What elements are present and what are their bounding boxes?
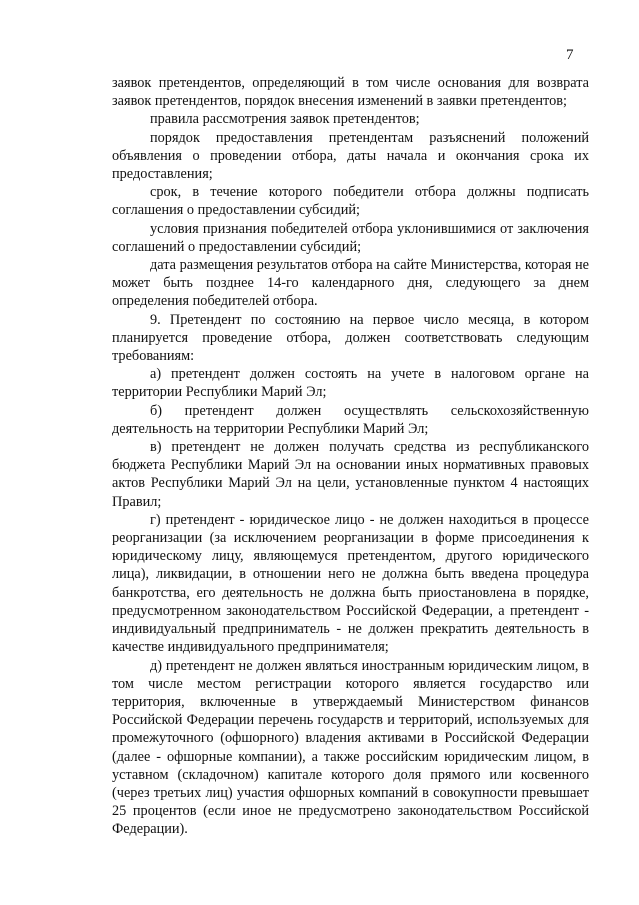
paragraph-item-v: в) претендент не должен получать средства из республиканского бюджета Республики Марий Эл на основании иных нормативных правовых актов Республики Марий Эл на цели, установленные пунктом 4 настоящих Правил;	[112, 439, 589, 510]
paragraph-evasion-conditions: условия признания победителей отбора уклонившимися от заключения соглашений о предоставлении субсидий;	[112, 220, 589, 255]
paragraph-item-d: д) претендент не должен являться иностранным юридическим лицом, в том числе местом регистрации которого является государство или территория, включенные в утверждаемый Министерством финансов Российской Федерации перечень государств и территорий, используемых для промежуточного (офшорного) владения активами в Российской Федерации (далее - офшорные компании), а также российским юридическим лицом, в уставном (складочном) капитале которого доля прямого или косвенного (через третьих лиц) участия офшорных компаний в совокупности превышает 25 процентов (если иное не предусмотрено законодательством Российской Федерации).	[112, 657, 589, 838]
paragraph-clarification-procedure: порядок предоставления претендентам разъяснений положений объявления о проведении отбора, даты начала и окончания срока их предоставления;	[112, 129, 589, 183]
paragraph-item-g: г) претендент - юридическое лицо - не должен находиться в процессе реорганизации (за исключением реорганизации в форме присоединения к юридическому лицу, являющемуся претендентом, другого юридического лица), ликвидации, в отношении него не должна быть введена процедура банкротства, его деятельность не должна быть приостановлена в порядке, предусмотренном законодательством Российской Федерации, а претендент - индивидуальный предприниматель - не должен прекратить деятельность в качестве индивидуального предпринимателя;	[112, 511, 589, 656]
paragraph-item-a: а) претендент должен состоять на учете в налоговом органе на территории Республики Марий Эл;	[112, 366, 589, 401]
paragraph-results-date: дата размещения результатов отбора на сайте Министерства, которая не может быть позднее 14-го календарного дня, следующего за днем определения победителей отбора.	[112, 257, 589, 310]
page-number: 7	[566, 47, 574, 63]
paragraph-continuation: заявок претендентов, определяющий в том числе основания для возврата заявок претендентов, порядок внесения изменений в заявки претендентов;	[112, 75, 589, 110]
paragraph-review-rules: правила рассмотрения заявок претендентов;	[150, 111, 420, 128]
paragraph-item-9: 9. Претендент по состоянию на первое число месяца, в котором планируется проведение отбора, должен соответствовать следующим требованиям:	[112, 311, 589, 365]
document-body	[112, 74, 589, 839]
paragraph-item-b: б) претендент должен осуществлять сельскохозяйственную деятельность на территории Республики Марий Эл;	[112, 402, 589, 437]
paragraph-signing-deadline: срок, в течение которого победители отбора должны подписать соглашения о предоставлении субсидий;	[112, 184, 589, 219]
